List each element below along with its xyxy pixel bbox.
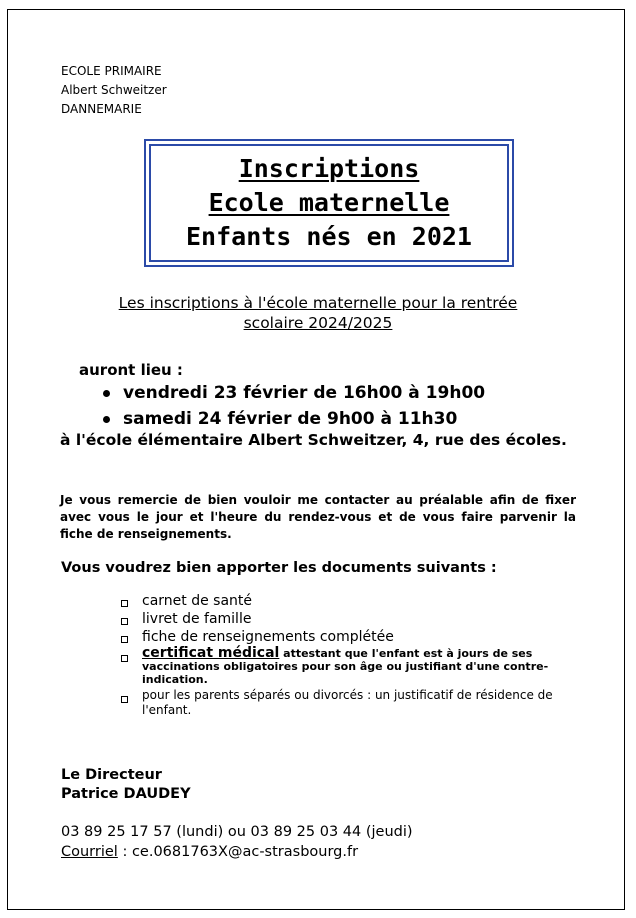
intro-line-1: Les inscriptions à l'école maternelle pour la rentrée	[118, 294, 518, 312]
square-bullet-icon	[121, 696, 128, 703]
intro-line-2: scolaire 2024/2025	[243, 314, 393, 332]
contact-notice: Je vous remercie de bien vouloir me contacter au préalable afin de fixer avec vous le jour et l'heure du rendez-vous et de vous faire parvenir la fiche de renseignements.	[60, 493, 576, 541]
email-separator: :	[117, 844, 132, 860]
title-line-1: Inscriptions	[238, 154, 420, 183]
title-inner-frame	[149, 144, 509, 262]
document-item	[121, 688, 581, 718]
medical-certificate-label: certificat médical	[142, 645, 280, 661]
school-header	[61, 62, 167, 119]
email-label: Courriel	[61, 844, 118, 860]
signature-role: Le Directeur	[61, 767, 162, 783]
document-item	[121, 610, 581, 628]
document-item-label: livret de famille	[142, 611, 252, 627]
title-box	[144, 139, 514, 267]
date-item: vendredi 23 février de 16h00 à 19h00	[101, 380, 485, 406]
title-line-3: Enfants nés en 2021	[186, 222, 472, 251]
school-type: ECOLE PRIMAIRE	[61, 64, 162, 78]
schedule-address: à l'école élémentaire Albert Schweitzer, 4, rue des écoles.	[60, 431, 567, 449]
documents-heading: Vous voudrez bien apporter les documents suivants :	[61, 560, 497, 576]
school-name: Albert Schweitzer	[61, 83, 167, 97]
phone-numbers: 03 89 25 17 57 (lundi) ou 03 89 25 03 44 (jeudi)	[61, 824, 413, 840]
school-town: DANNEMARIE	[61, 102, 142, 116]
document-item-label: pour les parents séparés ou divorcés : un justificatif de résidence de l'enfant.	[142, 688, 553, 717]
signature-block	[61, 766, 191, 804]
email-line	[61, 842, 413, 862]
documents-list	[121, 592, 581, 718]
date-item: samedi 24 février de 9h00 à 11h30	[101, 406, 485, 432]
title-line-2: Ecole maternelle	[208, 188, 450, 217]
intro-heading	[40, 293, 596, 333]
document-item	[121, 628, 581, 646]
square-bullet-icon	[121, 636, 128, 643]
square-bullet-icon	[121, 655, 128, 662]
square-bullet-icon	[121, 618, 128, 625]
document-item	[121, 592, 581, 610]
signature-name: Patrice DAUDEY	[61, 786, 191, 802]
contact-block	[61, 822, 413, 862]
document-item-medical	[121, 647, 581, 686]
square-bullet-icon	[121, 600, 128, 607]
schedule-lead: auront lieu :	[79, 361, 183, 379]
document-item-label: carnet de santé	[142, 593, 253, 609]
medical-certificate-text: attestant que l'enfant est à jours de ses vaccinations obligatoires pour son âge ou justifiant d'une contre-indication.	[142, 647, 549, 686]
schedule-dates	[101, 380, 485, 432]
email-address[interactable]: ce.0681763X@ac-strasbourg.fr	[131, 844, 359, 860]
document-item-label: fiche de renseignements complétée	[142, 629, 394, 645]
